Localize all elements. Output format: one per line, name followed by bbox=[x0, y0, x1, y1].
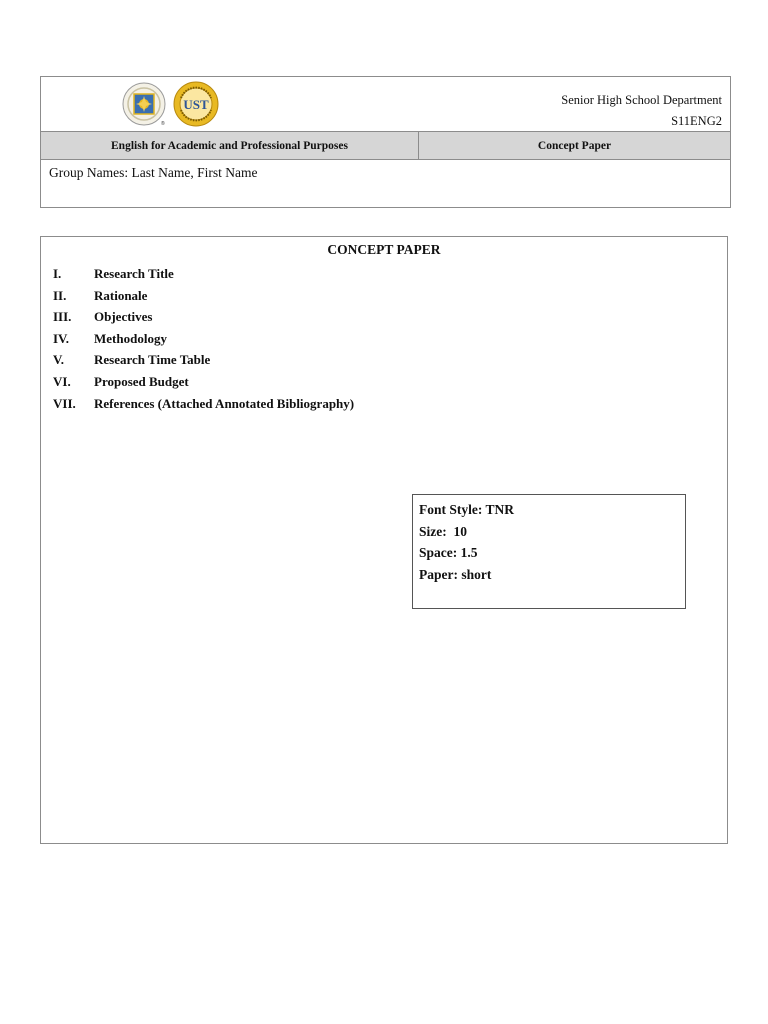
format-size: Size: 10 bbox=[419, 523, 467, 539]
department-info bbox=[561, 90, 722, 132]
format-requirements-box bbox=[412, 494, 686, 609]
outline-item-label: Research Title bbox=[94, 266, 174, 281]
outline-item-number: IV. bbox=[53, 330, 70, 346]
ust-seal-icon bbox=[173, 81, 219, 127]
concept-paper-box bbox=[40, 236, 728, 844]
ust-seal-text: UST bbox=[183, 97, 209, 112]
document-type: Concept Paper bbox=[537, 139, 612, 152]
school-seal-icon bbox=[121, 81, 167, 127]
logos bbox=[121, 81, 219, 127]
outline-item-number: V. bbox=[53, 352, 64, 368]
outline-item-number: II. bbox=[53, 287, 67, 303]
outline-item-number: VI. bbox=[53, 373, 71, 389]
department-name: Senior High School Department bbox=[561, 93, 722, 107]
outline-item bbox=[53, 349, 354, 371]
outline-item-label: Proposed Budget bbox=[94, 373, 189, 389]
outline-item bbox=[53, 371, 354, 393]
outline-item-label: Objectives bbox=[94, 309, 153, 325]
group-names: Group Names: Last Name, First Name bbox=[49, 165, 258, 180]
outline-item-number: III. bbox=[53, 309, 72, 325]
outline-item bbox=[53, 285, 354, 307]
document-header bbox=[40, 76, 731, 208]
concept-paper-title: CONCEPT PAPER bbox=[327, 242, 441, 257]
outline-item bbox=[53, 393, 354, 415]
outline-item-number: I. bbox=[53, 266, 62, 281]
format-paper: Paper: short bbox=[419, 566, 492, 582]
concept-paper-outline bbox=[53, 263, 354, 414]
outline-item-label: References (Attached Annotated Bibliography) bbox=[94, 395, 355, 411]
course-code: S11ENG2 bbox=[671, 114, 722, 128]
logo-row bbox=[41, 77, 730, 132]
outline-item-number: VII. bbox=[53, 395, 76, 411]
outline-item bbox=[53, 306, 354, 328]
outline-item-label: Methodology bbox=[94, 330, 167, 346]
course-row bbox=[41, 132, 730, 160]
outline-item bbox=[53, 328, 354, 350]
outline-item-label: Research Time Table bbox=[94, 352, 211, 368]
svg-text:®: ® bbox=[161, 121, 165, 127]
format-spacing: Space: 1.5 bbox=[419, 545, 478, 560]
outline-item bbox=[53, 263, 354, 285]
course-name: English for Academic and Professional Purposes bbox=[41, 132, 419, 159]
format-font-style: Font Style: TNR bbox=[419, 502, 515, 517]
outline-item-label: Rationale bbox=[94, 287, 148, 303]
